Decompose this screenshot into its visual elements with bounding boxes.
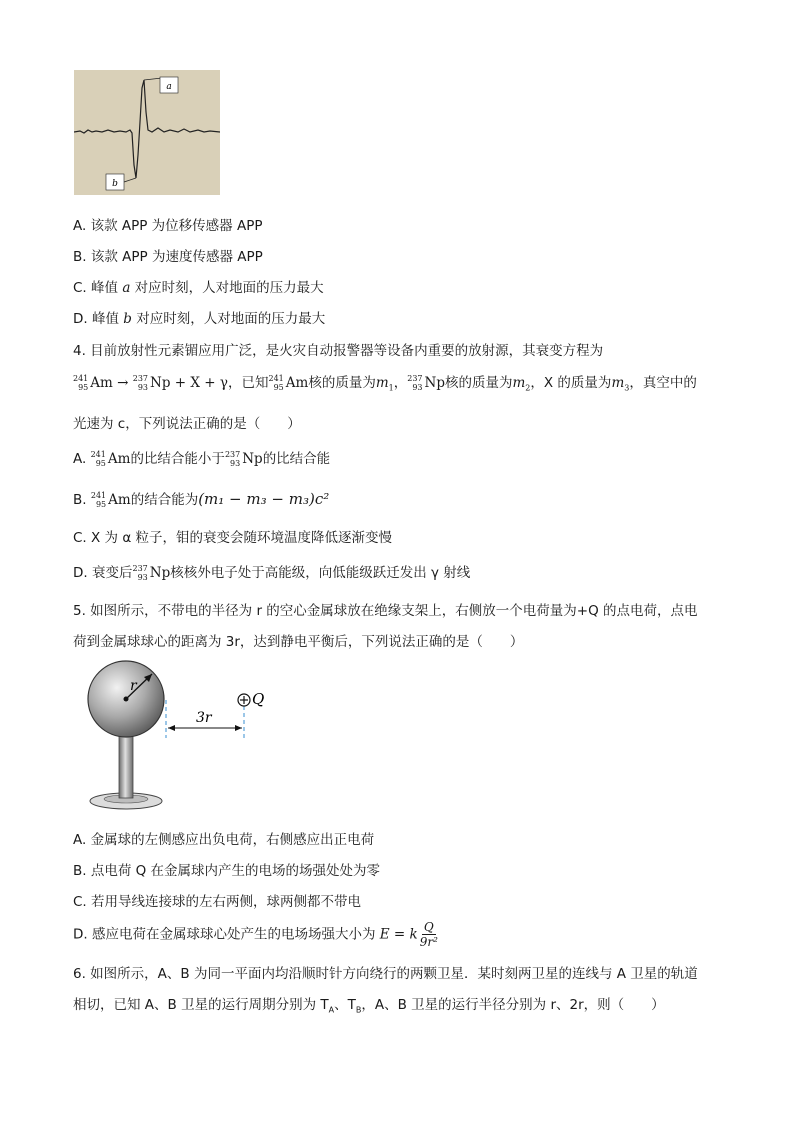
binding-energy-formula: (m₁ − m₃ − m₃)c² <box>198 490 330 508</box>
insulating-rod <box>119 730 133 798</box>
am-isotope: 241 95 <box>73 374 89 392</box>
q5-stem-line2: 荷到金属球球心的距离为 3r，达到静电平衡后，下列说法正确的是（ ） <box>73 634 524 650</box>
q6-stem-line2: 相切，已知 A、B 卫星的运行周期分别为 $T_A$、$T_B$，A、B 卫星的运行半径分别为 r、2r，则（ ） <box>73 997 665 1015</box>
q3-option-c-var: a <box>122 280 131 296</box>
q3-option-d <box>73 307 325 327</box>
sphere-svg <box>84 660 284 815</box>
metal-sphere-figure <box>84 660 284 815</box>
q4-stem-line1: 4. 目前放射性元素镅应用广泛，是火灾自动报警器等设备内重要的放射源，其衰变方程为 <box>73 343 604 359</box>
q3-option-c <box>73 276 324 296</box>
q5-option-d: D. 感应电荷在金属球球心处产生的电场场强大小为 E = k $\frac{Q}{\text{9r²}}$ <box>73 920 438 949</box>
np-isotope: 237 93 <box>132 374 149 392</box>
q6-stem-line1: 6. 如图所示，A、B 为同一平面内均沿顺时针方向绕行的两颗卫星．某时刻两卫星的连线与 A 卫星的轨道 <box>73 966 698 982</box>
label-a: a <box>166 82 172 92</box>
am-symbol: Am <box>90 375 113 391</box>
q5-option-a: A. 金属球的左侧感应出负电荷，右侧感应出正电荷 <box>73 832 375 848</box>
q4-option-c: C. X 为 α 粒子，钼的衰变会随环境温度降低逐渐变慢 <box>73 530 393 546</box>
field-formula-lhs: E = k <box>379 926 418 943</box>
q4-option-a: A. 241 95 Am的比结合能小于 237 93 Np的比结合能 <box>73 450 331 468</box>
q3-option-d-pre: D. 峰值 <box>73 311 124 327</box>
q4-option-b: B. 241 95 Am的结合能为(m₁ − m₃ − m₃)c² <box>73 490 330 509</box>
label-b: b <box>112 179 118 189</box>
field-formula-fraction: $\frac{Q}{\text{9r²}}$ <box>419 920 438 949</box>
q4-stem-line3: 光速为 c，下列说法正确的是（ ） <box>73 416 301 432</box>
q3-option-d-post: 对应时刻，人对地面的压力最大 <box>131 311 326 327</box>
charge-label: Q <box>252 690 265 708</box>
waveform-svg <box>74 70 220 195</box>
q5-stem-line1: 5. 如图所示，不带电的半径为 r 的空心金属球放在绝缘支架上，右侧放一个电荷量为+Q 的点电荷，点电 <box>73 603 698 619</box>
q3-option-a: A. 该款 APP 为位移传感器 APP <box>73 218 263 234</box>
distance-label: 3r <box>196 710 212 726</box>
q5-option-c: C. 若用导线连接球的左右两侧，球两侧都不带电 <box>73 894 362 910</box>
radius-label: r <box>130 678 137 694</box>
q3-option-d-var: b <box>123 311 132 327</box>
np-symbol: Np <box>150 375 171 391</box>
q3-option-c-pre: C. 峰值 <box>73 280 123 296</box>
sensor-waveform-figure <box>74 70 220 195</box>
q3-option-b: B. 该款 APP 为速度传感器 APP <box>73 249 263 265</box>
q4-stem-line2: 241 95 Am → 237 93 Np + X + γ，已知 241 95 Am核的质量为$m_1$， 237 93 Np核的质量为$m_2$，X 的质量为$m_3$，真空中的 <box>73 374 697 393</box>
decay-arrow: → <box>117 375 129 391</box>
waveform-background <box>74 70 220 195</box>
q3-option-c-post: 对应时刻，人对地面的压力最大 <box>130 280 324 296</box>
decay-products: + X + γ <box>174 375 228 391</box>
q4-option-d: D. 衰变后 237 93 Np核核外电子处于高能级，向低能级跃迁发出 γ 射线 <box>73 564 471 582</box>
q5-option-b: B. 点电荷 Q 在金属球内产生的电场的场强处处为零 <box>73 863 381 879</box>
